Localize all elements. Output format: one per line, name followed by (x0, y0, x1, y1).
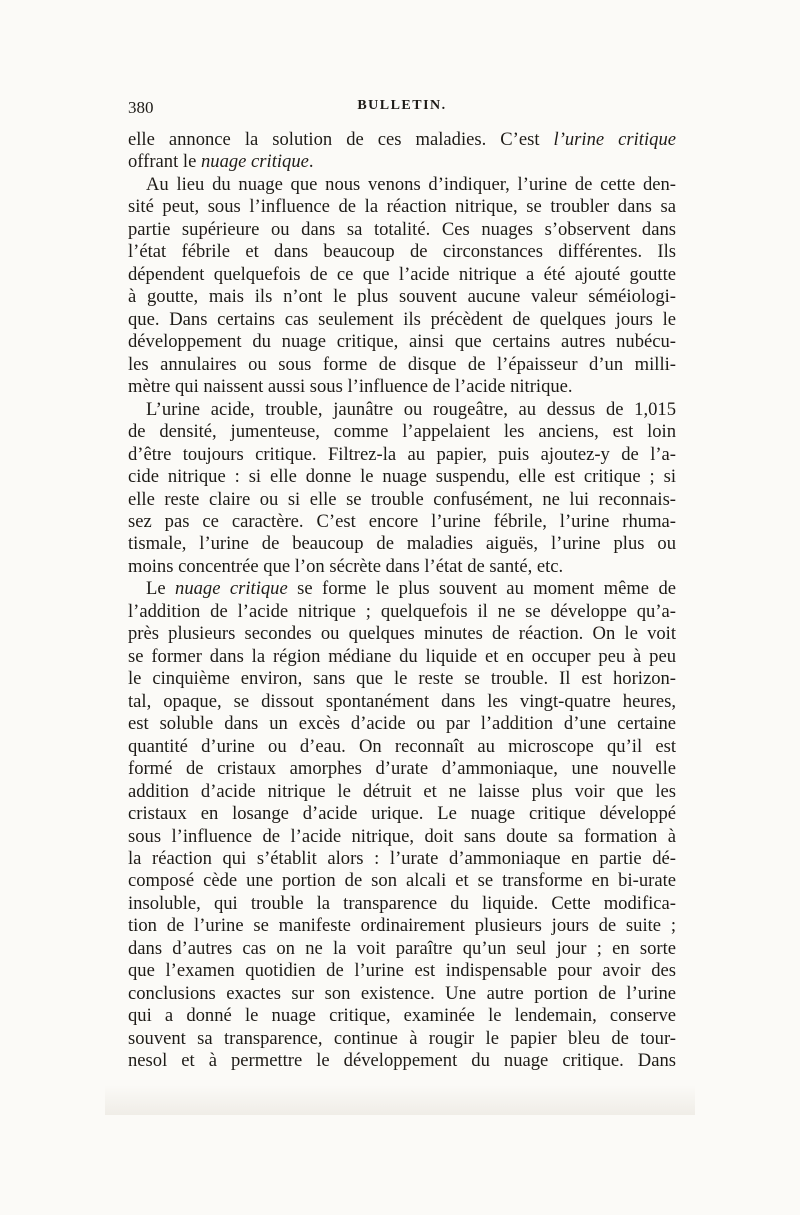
text-segment: insoluble, qui trouble la transparence du liquide. Cette modifica- (128, 892, 676, 914)
text-segment: la réaction qui s’établit alors : l’urate d’ammoniaque en partie dé- (128, 848, 676, 869)
italic-text: nuage critique (175, 578, 288, 600)
text-line (128, 241, 676, 263)
text-line (128, 489, 676, 511)
text-segment: l’addition de l’acide nitrique ; quelquefois il ne se développe qu’a- (128, 600, 676, 622)
page-header (128, 98, 676, 124)
text-segment: offrant le (128, 151, 201, 173)
text-line (128, 713, 676, 735)
text-segment: Au lieu du nuage que nous venons d’indiquer, l’urine de cette den- (146, 173, 676, 195)
text-segment: elle annonce la solution de ces maladies. C’est (128, 129, 554, 150)
text-line (128, 511, 676, 533)
text-line (128, 601, 676, 623)
text-segment: cide nitrique : si elle donne le nuage suspendu, elle est critique ; si (128, 466, 676, 488)
text-line (128, 668, 676, 690)
text-segment: développement du nuage critique, ainsi que certains autres nubécu- (128, 331, 676, 353)
text-segment: partie supérieure ou dans sa totalité. Ces nuages s’observent dans (128, 218, 676, 240)
italic-text: nuage critique (200, 151, 309, 173)
text-segment: que. Dans certains cas seulement ils précèdent de quelques jours le (128, 308, 676, 330)
text-line (128, 533, 676, 555)
text-line (128, 870, 676, 892)
text-line (128, 174, 676, 196)
text-line (128, 196, 676, 218)
text-segment: formé de cristaux amorphes d’urate d’ammoniaque, une nouvelle (128, 758, 676, 780)
text-line (128, 1005, 676, 1027)
text-segment: à goutte, mais ils n’ont le plus souvent aucune valeur séméiologi- (128, 286, 676, 308)
text-line (128, 1028, 676, 1050)
text-line (128, 1050, 676, 1072)
text-line (128, 578, 676, 600)
text-segment: nesol et à permettre le développement du nuage critique. Dans (128, 1050, 676, 1072)
text-segment: dans d’autres cas on ne la voit paraître qu’un seul jour ; en sorte (128, 937, 676, 959)
text-line (128, 960, 676, 982)
text-segment: le cinquième environ, sans que le reste se trouble. Il est horizon- (128, 668, 676, 690)
text-line (128, 736, 676, 758)
text-line (128, 444, 676, 466)
text-line (128, 826, 676, 848)
text-segment: que l’examen quotidien de l’urine est indispensable pour avoir des (128, 960, 676, 982)
text-line (128, 129, 676, 151)
text-line (128, 466, 676, 488)
text-segment: tion de l’urine se manifeste ordinairement plusieurs jours de suite ; (128, 915, 676, 937)
text-segment: moins concentrée que l’on sécrète dans l’état de santé, etc. (128, 555, 564, 577)
text-segment: composé cède une portion de son alcali et se transforme en bi-urate (128, 870, 676, 892)
text-line (128, 354, 676, 376)
text-segment: sous l’influence de l’acide nitrique, doit sans doute sa formation à (128, 825, 676, 847)
page-number: 380 (128, 98, 154, 117)
text-segment: sez pas ce caractère. C’est encore l’urine fébrile, l’urine rhuma- (128, 510, 676, 532)
text-line (128, 309, 676, 331)
text-line (128, 556, 676, 578)
text-segment: quantité d’urine ou d’eau. On reconnaît au microscope qu’il est (128, 735, 676, 757)
text-line (128, 286, 676, 308)
text-line (128, 781, 676, 803)
running-title: BULLETIN. (357, 98, 447, 113)
text-segment: qui a donné le nuage critique, examinée le lendemain, conserve (128, 1005, 676, 1027)
text-segment: de densité, jumenteuse, comme l’appelaient les anciens, est loin (128, 421, 676, 443)
text-segment: . (308, 151, 314, 173)
body-text (128, 129, 676, 1073)
text-segment: les annulaires ou sous forme de disque de l’épaisseur d’un milli- (128, 353, 676, 375)
text-line (128, 376, 676, 398)
text-line (128, 691, 676, 713)
text-segment: dépendent quelquefois de ce que l’acide nitrique a été ajouté goutte (128, 263, 676, 285)
text-segment: addition d’acide nitrique le détruit et ne laisse plus voir que les (128, 780, 676, 802)
text-line (128, 219, 676, 241)
italic-text: l’urine critique (553, 129, 676, 150)
text-segment: sité peut, sous l’influence de la réaction nitrique, se troubler dans sa (128, 196, 676, 218)
text-line (128, 983, 676, 1005)
text-segment: cristaux en losange d’acide urique. Le nuage critique développé (128, 803, 676, 825)
text-line (128, 915, 676, 937)
text-segment: tismale, l’urine de beaucoup de maladies aiguës, l’urine plus ou (128, 533, 676, 555)
text-line (128, 803, 676, 825)
text-segment: conclusions exactes sur son existence. Une autre portion de l’urine (128, 982, 676, 1004)
text-line (128, 893, 676, 915)
text-segment: est soluble dans un excès d’acide ou par l’addition d’une certaine (128, 713, 676, 735)
scan-shadow (105, 1085, 695, 1115)
text-line (128, 938, 676, 960)
text-segment: se forme le plus souvent au moment même de (287, 578, 676, 600)
text-segment: d’être toujours critique. Filtrez-la au papier, puis ajoutez-y de l’a- (128, 443, 676, 465)
text-segment: Le (146, 578, 176, 600)
text-segment: près plusieurs secondes ou quelques minutes de réaction. On le voit (128, 623, 676, 645)
text-segment: elle reste claire ou si elle se trouble confusément, ne lui reconnais- (128, 488, 676, 510)
text-line (128, 623, 676, 645)
text-line (128, 421, 676, 443)
text-line (128, 848, 676, 870)
text-line (128, 331, 676, 353)
text-line (128, 399, 676, 421)
text-line (128, 758, 676, 780)
text-line (128, 264, 676, 286)
text-segment: L’urine acide, trouble, jaunâtre ou rougeâtre, au dessus de 1,015 (146, 398, 676, 420)
text-segment: se former dans la région médiane du liquide et en occuper peu à peu (128, 645, 676, 667)
text-segment: souvent sa transparence, continue à rougir le papier bleu de tour- (128, 1027, 676, 1049)
text-segment: mètre qui naissent aussi sous l’influence de l’acide nitrique. (128, 376, 573, 398)
text-line (128, 151, 676, 173)
text-segment: tal, opaque, se dissout spontanément dans les vingt-quatre heures, (128, 690, 676, 712)
text-line (128, 646, 676, 668)
text-segment: l’état fébrile et dans beaucoup de circonstances différentes. Ils (128, 241, 676, 263)
